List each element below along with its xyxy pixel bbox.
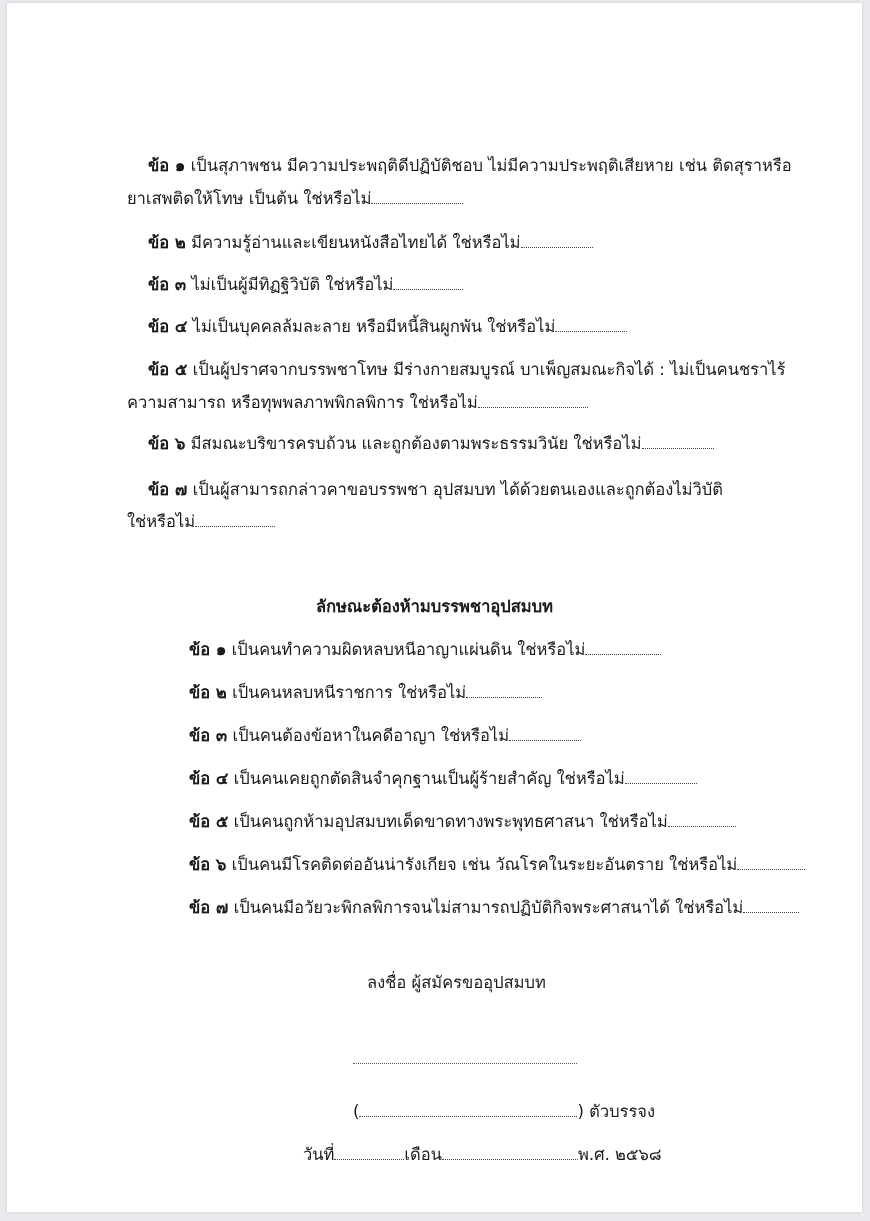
item-text: ใช่หรือไม่ bbox=[127, 512, 196, 531]
answer-blank[interactable] bbox=[668, 812, 736, 827]
item-text: มีความรู้อ่านและเขียนหนังสือไทยได้ ใช่หรือไม่ bbox=[191, 233, 521, 252]
item-label: ข้อ ๔ bbox=[189, 769, 229, 788]
item-text: เป็นคนหลบหนีราชการ ใช่หรือไม่ bbox=[232, 683, 467, 702]
item-label: ข้อ ๓ bbox=[148, 275, 187, 294]
qualification-5-cont bbox=[127, 392, 588, 414]
answer-blank[interactable] bbox=[466, 683, 542, 698]
item-label: ข้อ ๖ bbox=[189, 855, 227, 874]
item-label: ข้อ ๕ bbox=[189, 812, 229, 831]
item-label: ข้อ ๔ bbox=[148, 317, 188, 336]
qualification-7-cont bbox=[127, 511, 275, 533]
answer-blank[interactable] bbox=[393, 275, 463, 290]
item-text: เป็นคนมีอวัยวะพิกลพิการจนไม่สามารถปฏิบัติกิจพระศาสนาได้ ใช่หรือไม่ bbox=[233, 898, 744, 917]
qualification-1-cont bbox=[127, 188, 463, 210]
item-label: ข้อ ๖ bbox=[148, 434, 186, 453]
year-label: พ.ศ. ๒๕๖๘ bbox=[577, 1145, 662, 1164]
section-heading: ลักษณะต้องห้ามบรรพชาอุปสมบท bbox=[315, 597, 554, 616]
answer-blank[interactable] bbox=[743, 898, 799, 913]
open-paren: ( bbox=[353, 1102, 360, 1121]
item-text: ยาเสพติดให้โทษ เป็นต้น ใช่หรือไม่ bbox=[127, 189, 372, 208]
answer-blank[interactable] bbox=[642, 434, 714, 449]
item-label: ข้อ ๓ bbox=[189, 726, 228, 745]
item-text: เป็นคนเคยถูกตัดสินจำคุกฐานเป็นผู้ร้ายสำคัญ ใช่หรือไม่ bbox=[233, 769, 625, 788]
answer-blank[interactable] bbox=[585, 640, 661, 655]
answer-blank[interactable] bbox=[737, 855, 805, 870]
item-text: เป็นคนต้องข้อหาในคดีอาญา ใช่หรือไม่ bbox=[232, 726, 510, 745]
month-label: เดือน bbox=[404, 1145, 442, 1164]
item-text: ไม่เป็นบุคคลล้มละลาย หรือมีหนี้สินผูกพัน ใช่หรือไม่ bbox=[192, 317, 556, 336]
item-text: เป็นผู้ปราศจากบรรพชาโทษ มีร่างกายสมบูรณ์ บาเพ็ญสมณะกิจได้ : ไม่เป็นคนชราไร้ bbox=[192, 360, 786, 379]
qualification-3 bbox=[148, 274, 463, 296]
answer-blank[interactable] bbox=[555, 317, 627, 332]
answer-blank[interactable] bbox=[478, 393, 588, 408]
prohibited-7 bbox=[189, 897, 799, 919]
item-label: ข้อ ๒ bbox=[148, 233, 186, 252]
day-label: วันที่ bbox=[303, 1145, 335, 1164]
item-label: ข้อ ๑ bbox=[148, 156, 186, 175]
printed-name-label: ตัวบรรจง bbox=[589, 1102, 656, 1121]
item-label: ข้อ ๕ bbox=[148, 360, 188, 379]
date-row bbox=[303, 1144, 662, 1166]
prohibited-2 bbox=[189, 682, 542, 704]
signature-blank[interactable] bbox=[353, 1063, 577, 1064]
qualification-5 bbox=[148, 359, 785, 381]
printed-name-blank[interactable] bbox=[359, 1102, 577, 1117]
prohibited-6 bbox=[189, 854, 805, 876]
item-text: ไม่เป็นผู้มีทิฏฐิวิบัติ ใช่หรือไม่ bbox=[191, 275, 394, 294]
answer-blank[interactable] bbox=[625, 769, 697, 784]
item-text: มีสมณะบริขารครบถ้วน และถูกต้องตามพระธรรมวินัย ใช่หรือไม่ bbox=[190, 434, 642, 453]
item-label: ข้อ ๗ bbox=[148, 480, 188, 499]
item-text: เป็นคนมีโรคติดต่ออันน่ารังเกียจ เช่น วัณโรคในระยะอันตราย ใช่หรือไม่ bbox=[231, 855, 738, 874]
item-text: เป็นสุภาพชน มีความประพฤติดีปฏิบัติชอบ ไม่มีความประพฤติเสียหาย เช่น ติดสุราหรือ bbox=[190, 156, 792, 175]
answer-blank[interactable] bbox=[509, 726, 581, 741]
item-text: เป็นผู้สามารถกล่าวคาขอบรรพชา อุปสมบท ได้ด้วยตนเองและถูกต้องไม่วิบัติ bbox=[192, 480, 723, 499]
answer-blank[interactable] bbox=[371, 189, 463, 204]
month-blank[interactable] bbox=[442, 1145, 578, 1160]
item-label: ข้อ ๑ bbox=[189, 640, 227, 659]
answer-blank[interactable] bbox=[521, 233, 593, 248]
prohibited-3 bbox=[189, 725, 581, 747]
qualification-6 bbox=[148, 433, 714, 455]
printed-name-row bbox=[353, 1101, 655, 1123]
item-label: ข้อ ๗ bbox=[189, 898, 229, 917]
qualification-4 bbox=[148, 316, 627, 338]
qualification-2 bbox=[148, 232, 593, 254]
qualification-1 bbox=[148, 155, 792, 177]
item-text: เป็นคนถูกห้ามอุปสมบทเด็ดขาดทางพระพุทธศาสนา ใช่หรือไม่ bbox=[233, 812, 668, 831]
prohibited-1 bbox=[189, 639, 661, 661]
document-page bbox=[7, 3, 862, 1212]
prohibited-4 bbox=[189, 768, 697, 790]
item-label: ข้อ ๒ bbox=[189, 683, 227, 702]
qualification-7 bbox=[148, 479, 723, 501]
answer-blank[interactable] bbox=[195, 512, 275, 527]
day-blank[interactable] bbox=[334, 1145, 404, 1160]
item-text: ความสามารถ หรือทุพพลภาพพิกลพิการ ใช่หรือไม่ bbox=[127, 393, 478, 412]
close-paren: ) bbox=[577, 1102, 584, 1121]
item-text: เป็นคนทำความผิดหลบหนีอาญาแผ่นดิน ใช่หรือไม่ bbox=[231, 640, 586, 659]
prohibited-5 bbox=[189, 811, 736, 833]
signature-label: ลงชื่อ ผู้สมัครขออุปสมบท bbox=[367, 973, 546, 992]
